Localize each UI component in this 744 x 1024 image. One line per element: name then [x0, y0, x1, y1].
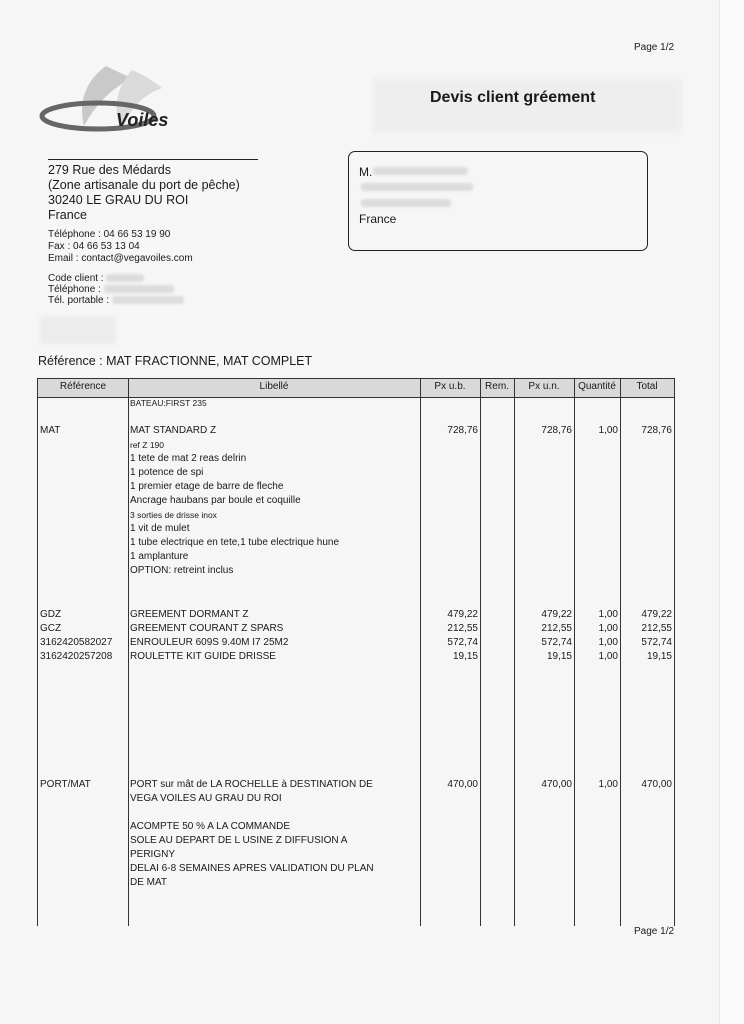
cell-unit-price-net: 212,55 [541, 623, 572, 634]
cell-label: ACOMPTE 50 % A LA COMMANDE [130, 821, 291, 832]
cell-quantity: 1,00 [598, 425, 618, 436]
cell-quantity: 1,00 [598, 609, 618, 620]
company-rule [48, 159, 258, 160]
company-logo [36, 60, 216, 150]
cell-reference: 3162420582027 [40, 637, 113, 648]
redacted-recipient-street [361, 183, 473, 191]
quote-table [37, 378, 675, 926]
cell-label: PORT sur mât de LA ROCHELLE à DESTINATION DE [130, 779, 373, 790]
redacted-client-code [106, 274, 144, 282]
cell-label: GREEMENT COURANT Z SPARS [130, 623, 284, 634]
cell-label: 3 sorties de drisse inox [130, 510, 217, 520]
cell-reference: 3162420257208 [40, 651, 113, 662]
cell-label: SOLE AU DEPART DE L USINE Z DIFFUSION A [130, 835, 348, 846]
page-number-top: Page 1/2 [634, 42, 675, 53]
cell-label: ref Z 190 [130, 440, 165, 450]
cell-total: 728,76 [641, 425, 672, 436]
cell-reference: GDZ [40, 609, 62, 620]
client-mobile-label: Tél. portable : [48, 295, 110, 306]
cell-unit-price-gross: 212,55 [447, 623, 478, 634]
cell-label: VEGA VOILES AU GRAU DU ROI [130, 793, 282, 804]
cell-reference: MAT [40, 425, 61, 436]
cell-reference: PORT/MAT [40, 779, 91, 790]
address-line-1: 279 Rue des Médards [48, 163, 171, 177]
quote-reference: Référence : MAT FRACTIONNE, MAT COMPLET [38, 354, 313, 368]
recipient-box [348, 151, 648, 251]
cell-unit-price-net: 728,76 [541, 425, 572, 436]
cell-label: 1 amplanture [130, 551, 189, 562]
table-header [38, 378, 674, 398]
cell-label: 1 vit de mulet [130, 523, 190, 534]
cell-label: DE MAT [130, 877, 168, 888]
client-phone-label: Téléphone : [48, 284, 101, 295]
column-divider [420, 378, 421, 926]
cell-unit-price-net: 572,74 [541, 637, 572, 648]
cell-quantity: 1,00 [598, 623, 618, 634]
column-divider [514, 378, 515, 926]
cell-unit-price-gross: 19,15 [452, 651, 478, 662]
column-divider [574, 378, 575, 926]
header-total: Total [636, 381, 658, 392]
cell-unit-price-net: 479,22 [541, 609, 572, 620]
company-phone: Téléphone : 04 66 53 19 90 [48, 229, 171, 240]
cell-reference: GCZ [40, 623, 62, 634]
cell-label: 1 tube electrique en tete,1 tube electrique hune [130, 537, 340, 548]
cell-label: 1 premier etage de barre de fleche [130, 481, 284, 492]
faint-stamp [40, 316, 116, 344]
cell-label: ROULETTE KIT GUIDE DRISSE [130, 651, 276, 662]
cell-quantity: 1,00 [598, 651, 618, 662]
cell-unit-price-net: 470,00 [541, 779, 572, 790]
cell-quantity: 1,00 [598, 637, 618, 648]
redacted-client-mobile [112, 296, 184, 304]
header-unit-price-gross: Px u.b. [434, 381, 466, 392]
cell-label: GREEMENT DORMANT Z [130, 609, 249, 620]
cell-total: 479,22 [641, 609, 672, 620]
company-fax: Fax : 04 66 53 13 04 [48, 241, 140, 252]
column-divider [480, 378, 481, 926]
cell-total: 212,55 [641, 623, 672, 634]
cell-label: BATEAU:FIRST 235 [130, 398, 207, 408]
header-discount: Rem. [485, 381, 509, 392]
cell-total: 470,00 [641, 779, 672, 790]
client-info [48, 273, 184, 306]
header-unit-price-net: Px u.n. [528, 381, 560, 392]
column-divider [620, 378, 621, 926]
column-divider [128, 378, 129, 926]
cell-unit-price-gross: 728,76 [447, 425, 478, 436]
cell-unit-price-gross: 572,74 [447, 637, 478, 648]
cell-label: ENROULEUR 609S 9.40M I7 25M2 [130, 637, 289, 648]
header-quantity: Quantité [578, 381, 616, 392]
page-number-bottom: Page 1/2 [634, 926, 675, 937]
cell-label: PERIGNY [130, 849, 176, 860]
cell-label: OPTION: retreint inclus [130, 565, 234, 576]
cell-unit-price-gross: 470,00 [447, 779, 478, 790]
header-reference: Référence [59, 381, 107, 392]
logo-text: Voiles [116, 110, 169, 130]
cell-quantity: 1,00 [598, 779, 618, 790]
cell-total: 19,15 [646, 651, 672, 662]
company-email: Email : contact@vegavoiles.com [48, 253, 193, 264]
company-address [48, 163, 240, 223]
address-line-3: 30240 LE GRAU DU ROI [48, 193, 189, 207]
redacted-recipient-name [373, 167, 468, 175]
company-contact [48, 229, 193, 265]
redacted-client-phone [104, 285, 174, 293]
cell-label: Ancrage haubans par boule et coquille [130, 495, 301, 506]
recipient-country: France [359, 212, 397, 226]
client-code-label: Code client : [48, 273, 104, 284]
page-edge [719, 0, 744, 1024]
header-label: Libellé [259, 381, 289, 392]
redacted-recipient-city [361, 199, 451, 207]
cell-label: 1 potence de spi [130, 467, 204, 478]
cell-unit-price-gross: 479,22 [447, 609, 478, 620]
cell-label: 1 tete de mat 2 reas delrin [130, 453, 247, 464]
cell-label: DELAI 6-8 SEMAINES APRES VALIDATION DU PLAN [130, 863, 374, 874]
cell-unit-price-net: 19,15 [546, 651, 572, 662]
cell-total: 572,74 [641, 637, 672, 648]
recipient-salutation: M. [359, 165, 373, 179]
document-title: Devis client gréement [430, 89, 596, 106]
cell-label: MAT STANDARD Z [130, 425, 217, 436]
address-line-2: (Zone artisanale du port de pêche) [48, 178, 240, 192]
address-line-4: France [48, 208, 87, 222]
